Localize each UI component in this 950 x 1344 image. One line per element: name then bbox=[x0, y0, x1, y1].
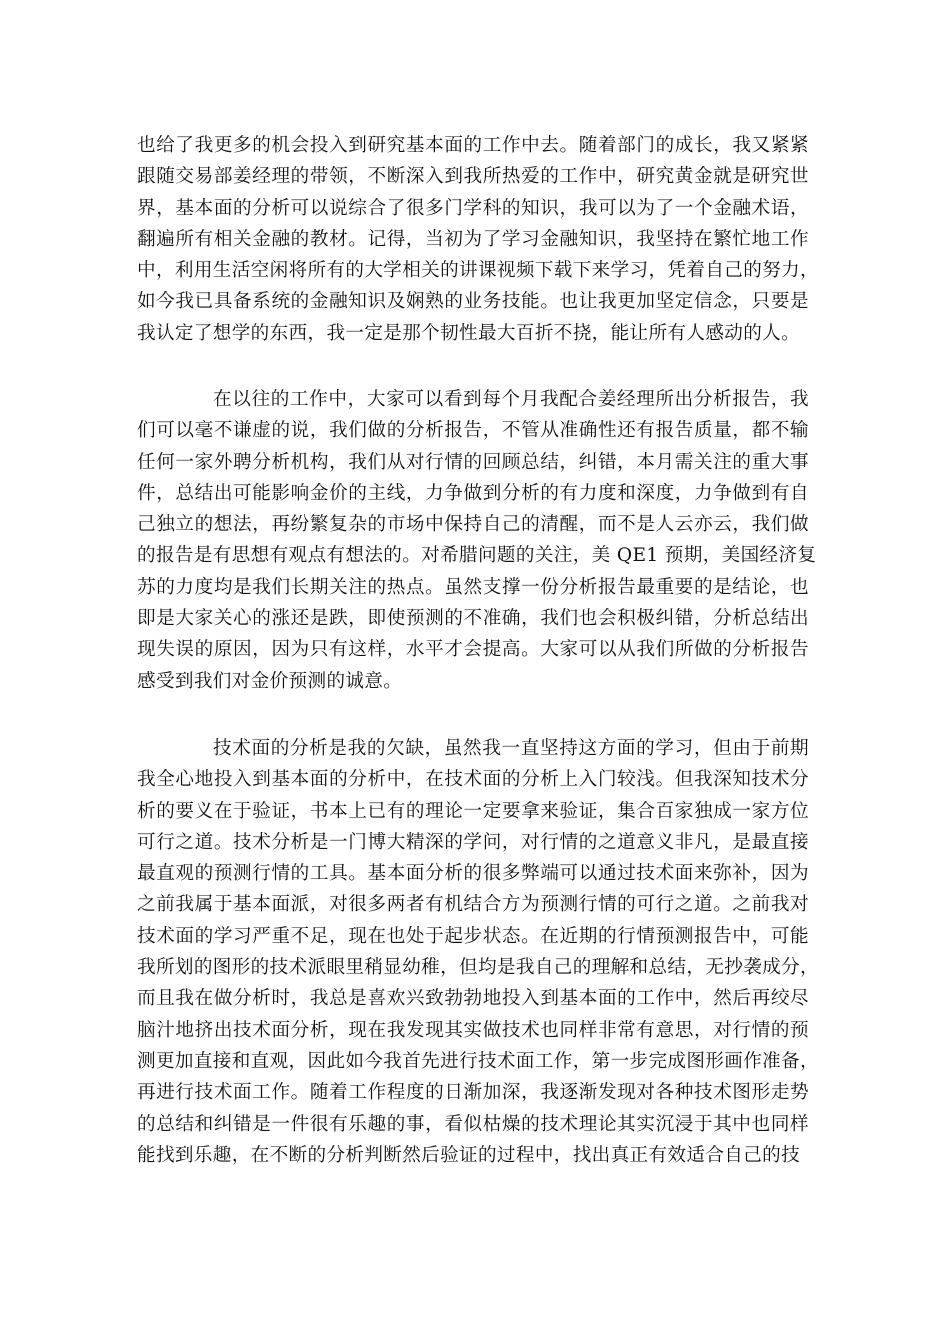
text-line: 件，总结出可能影响金价的主线，力争做到分析的有力度和深度，力争做到有自 bbox=[137, 482, 809, 504]
text-line: 己独立的想法，再纷繁复杂的市场中保持自己的清醒，而不是人云亦云，我们做 bbox=[137, 514, 809, 536]
text-line: 我认定了想学的东西，我一定是那个韧性最大百折不挠，能让所有人感动的人。 bbox=[137, 322, 801, 344]
text-line: 即是大家关心的涨还是跌，即使预测的不准确，我们也会积极纠错，分析总结出 bbox=[137, 608, 809, 630]
text-line: 再进行技术面工作。随着工作程度的日渐加深，我逐渐发现对各种技术图形走势 bbox=[137, 1082, 809, 1104]
text-line: 也给了我更多的机会投入到研究基本面的工作中去。随着部门的成长，我又紧紧 bbox=[137, 135, 809, 156]
text-line: 析的要义在于验证，书本上已有的理论一定要拿来验证，集合百家独成一家方位 bbox=[137, 800, 809, 822]
text-line: 在以往的工作中，大家可以看到每个月我配合姜经理所出分析报告，我 bbox=[213, 389, 809, 410]
text-line: 技术面的学习严重不足，现在也处于起步状态。在近期的行情预测报告中，可能 bbox=[137, 925, 809, 947]
text-line: 界，基本面的分析可以说综合了很多门学科的知识，我可以为了一个金融术语， bbox=[137, 197, 809, 219]
text-line: 我所划的图形的技术派眼里稍显幼稚，但均是我自己的理解和总结，无抄袭成分， bbox=[137, 957, 819, 979]
text-line: 测更加直接和直观，因此如今我首先进行技术面工作，第一步完成图形画作准备， bbox=[137, 1050, 819, 1072]
text-line: 苏的力度均是我们长期关注的热点。虽然支撑一份分析报告最重要的是结论，也 bbox=[137, 576, 809, 598]
paragraph-2 bbox=[137, 384, 817, 697]
paragraph-3 bbox=[137, 733, 819, 1171]
text-line: 脑汁地挤出技术面分析，现在我发现其实做技术也同样非常有意思，对行情的预 bbox=[137, 1019, 809, 1041]
text-line: 中，利用生活空闲将所有的大学相关的讲课视频下载下来学习，凭着自己的努力， bbox=[137, 260, 819, 282]
text-line: 最直观的预测行情的工具。基本面分析的很多弊端可以通过技术面来弥补，因为 bbox=[137, 863, 809, 885]
text-line: 的报告是有思想有观点有想法的。对希腊问题的关注，美 QE1 预期，美国经济复 bbox=[137, 545, 817, 567]
text-line: 可行之道。技术分析是一门博大精深的学问，对行情的之道意义非凡，是最直接 bbox=[137, 831, 809, 853]
text-line: 翻遍所有相关金融的教材。记得，当初为了学习金融知识，我坚持在繁忙地工作 bbox=[137, 228, 809, 250]
text-line: 如今我已具备系统的金融知识及娴熟的业务技能。也让我更加坚定信念，只要是 bbox=[137, 291, 809, 313]
paragraph-1 bbox=[137, 130, 819, 349]
text-line: 能找到乐趣，在不断的分析判断然后验证的过程中，找出真正有效适合自己的技 bbox=[137, 1144, 801, 1166]
text-line: 现失误的原因，因为只有这样，水平才会提高。大家可以从我们所做的分析报告 bbox=[137, 639, 809, 661]
text-line: 之前我属于基本面派，对很多两者有机结合方为预测行情的可行之道。之前我对 bbox=[137, 894, 809, 916]
text-line: 跟随交易部姜经理的带领，不断深入到我所热爱的工作中，研究黄金就是研究世 bbox=[137, 166, 809, 188]
text-line: 我全心地投入到基本面的分析中，在技术面的分析上入门较浅。但我深知技术分 bbox=[137, 769, 809, 791]
text-line: 的总结和纠错是一件很有乐趣的事，看似枯燥的技术理论其实沉浸于其中也同样 bbox=[137, 1113, 809, 1135]
text-line: 而且我在做分析时，我总是喜欢兴致勃勃地投入到基本面的工作中，然后再绞尽 bbox=[137, 988, 809, 1010]
text-line: 技术面的分析是我的欠缺，虽然我一直坚持这方面的学习，但由于前期 bbox=[213, 738, 809, 759]
text-line: 感受到我们对金价预测的诚意。 bbox=[137, 670, 403, 692]
text-line: 们可以毫不谦虚的说，我们做的分析报告，不管从准确性还有报告质量，都不输 bbox=[137, 420, 809, 442]
text-line: 任何一家外聘分析机构，我们从对行情的回顾总结，纠错，本月需关注的重大事 bbox=[137, 451, 809, 473]
